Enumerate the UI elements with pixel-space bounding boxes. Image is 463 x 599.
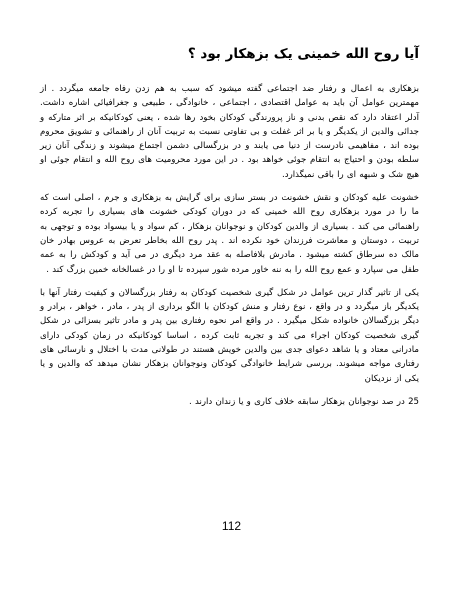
page-number: 112 — [221, 519, 242, 533]
body-text — [40, 82, 419, 418]
paragraph-violence-against-children: خشونت علیه کودکان و نقش خشونت در بستر سازی برای گرایش به بزهکاری و جرم ، اصلی است که ما را در مورد بزهکاری روح الله خمینی که در دوران کودکی خشونت های بسیاری را تجربه کرده راهنمائی می کند . بسیاری از والدین کودکان و نوجوانان بزهکار ، کم سواد و یا بیسواد بوده و توجهی به تربیت ، دوستان و معاشرت فرزندان خود نکرده اند . پدر روح الله بخاطر تعرض به عروس بهادر خان مالک ده سرطاق کشته میشود . مادرش بلافاصله به عقد مرد دیگری در می آید و کودکش را به عمه طفل می سپارد و عمع روح الله را به ننه خاور مرده شور سپرده تا او را در غسالخانه خمین بزرگ کند . — [40, 193, 419, 275]
paragraph-family-influence: یکی از تاثیر گذار ترین عوامل در شکل گیری شخصیت کودکان به رفتار بزرگسالان و کیفیت رفتار آنها با یکدیگر باز میگردد و در واقع ، نوع رفتار و منش کودکان با الگو برداری از پدر ، مادر ، خواهر ، برادر و دیگر بزرگسالان خانواده شکل میگیرد . در واقع امر نحوه رفتاری بین پدر و مادر تاثیر بسزائی در شکل گیری شخصیت کودکان اجراء می کند و تجربه ثابت کرده ، اساسا کودکانیکه در زمان کودکی دارای مادرانی معتاد و یا شاهد دعوای جدی بین والدین خویش هستند در طولانی مدت با اختلال و نارسائی های رفتاری مواجه میشوند. بررسی شرایط خانوادگی کودکان ونوجوانان بزهکار نشان میدهد که والدین و یا یکی از نزدیکان — [40, 287, 419, 384]
page-title: آیا روح الله خمینی یک بزهکار بود ؟ — [187, 46, 419, 62]
paragraph-delinquency-definition: بزهکاری به اعمال و رفتار ضد اجتماعی گفته میشود که سبب به هم زدن رفاه جامعه میگردد . از مهمترین عوامل آن باید به عوامل اقتصادی ، اجتماعی ، خانوادگی ، طبیعی و جغرافیائی اشاره داشت. آدلر اعتقاد دارد که نقص بدنی و ناز پرورندگی کودکان بخود رها شده ، یعنی کودکانیکه بر اثر متارکه و جدائی والدین از یکدیگر و یا بر اثر غفلت و بی تفاوتی نسبت به تربیت آنان از راهنمائی و تشویق محروم بوده اند ، مفاهیمی نادرست از دنیا می یابند و در بزرگسالی دشمن اجتماع میشوند و زندگی آنان زیر سلطه بودن و احتیاج به انتقام جوئی خواهد بود . در این مورد محرومیت های روح الله و انتقام جوئی او هیچ شک و شبهه ای را باقی نمیگذارد. — [40, 84, 419, 180]
paragraph-statistic: 25 در صد نوجوانان بزهکار سابقه خلاف کاری و یا زندان دارند . — [189, 396, 419, 407]
